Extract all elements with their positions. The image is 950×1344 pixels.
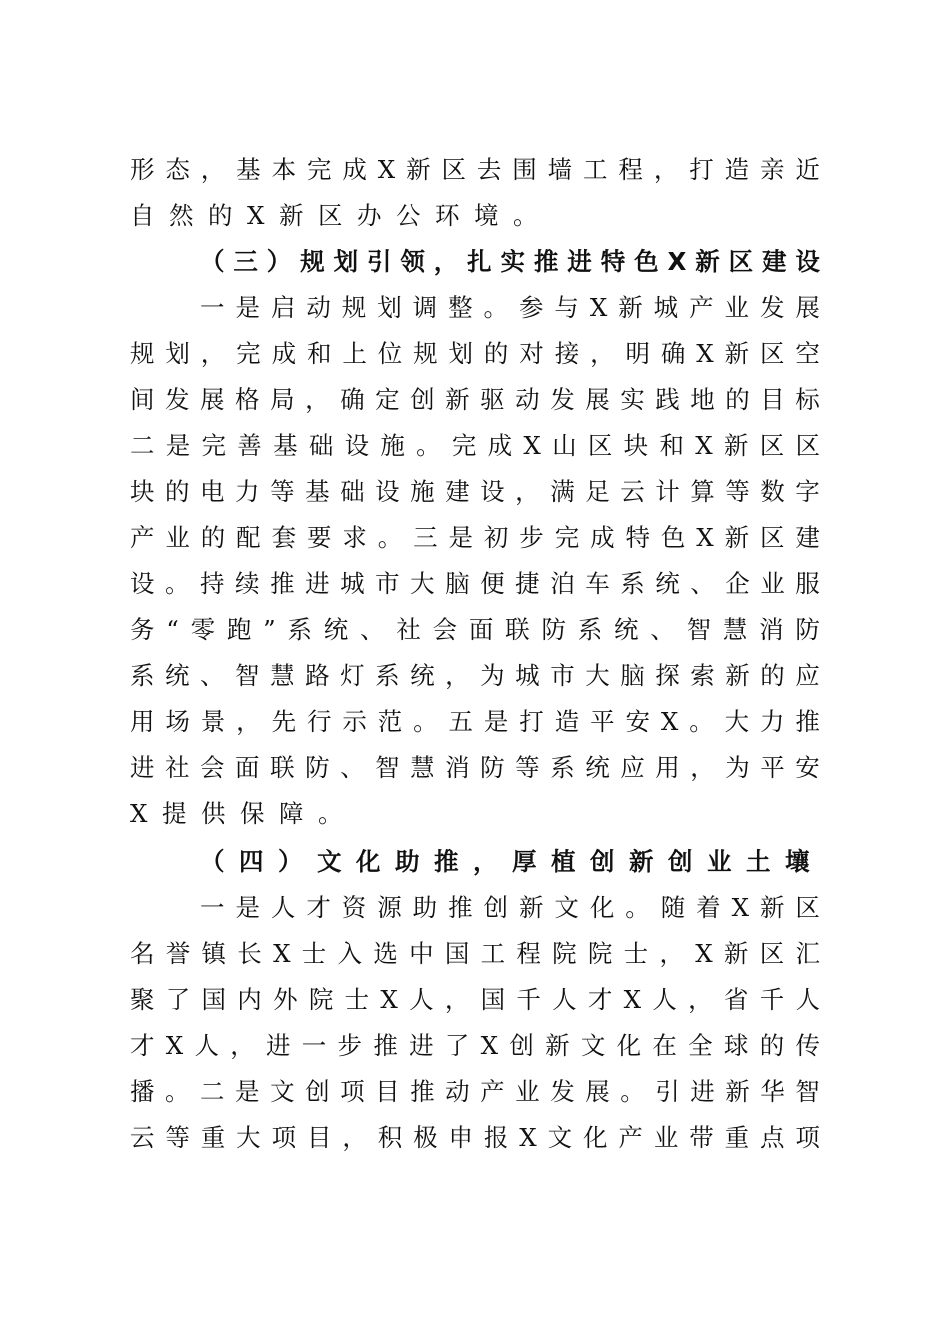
section-heading: （ 四 ） 文 化 助 推 ， 厚 植 创 新 创 业 土 壤 <box>200 847 810 876</box>
text-line: 务 “ 零 跑 ” 系 统 、 社 会 面 联 防 系 统 、 智 慧 消 防 <box>130 615 820 644</box>
text-line: 一 是 启 动 规 划 调 整 。 参 与 X 新 城 产 业 发 展 <box>200 293 820 322</box>
text-line: 系 统 、 智 慧 路 灯 系 统 ， 为 城 市 大 脑 探 索 新 的 应 <box>130 661 820 690</box>
text-line: 才 X 人 ， 进 一 步 推 进 了 X 创 新 文 化 在 全 球 的 传 <box>130 1031 820 1060</box>
text-line: 自 然 的 X 新 区 办 公 环 境 。 <box>130 201 538 230</box>
text-line: 名 誉 镇 长 X 士 入 选 中 国 工 程 院 院 士 ， X 新 区 汇 <box>130 939 820 968</box>
text-line: 产 业 的 配 套 要 求 。 三 是 初 步 完 成 特 色 X 新 区 建 <box>130 523 820 552</box>
text-line: 进 社 会 面 联 防 、 智 慧 消 防 等 系 统 应 用 ， 为 平 安 <box>130 753 820 782</box>
text-line: 块 的 电 力 等 基 础 设 施 建 设 ， 满 足 云 计 算 等 数 字 <box>130 477 820 506</box>
text-line: 用 场 景 ， 先 行 示 范 。 五 是 打 造 平 安 X 。 大 力 推 <box>130 707 820 736</box>
text-line: 播 。 二 是 文 创 项 目 推 动 产 业 发 展 。 引 进 新 华 智 <box>130 1077 820 1106</box>
text-line: 云 等 重 大 项 目 ， 积 极 申 报 X 文 化 产 业 带 重 点 项 <box>130 1123 820 1152</box>
text-line: 设 。 持 续 推 进 城 市 大 脑 便 捷 泊 车 系 统 、 企 业 服 <box>130 569 820 598</box>
text-line: 规 划 ， 完 成 和 上 位 规 划 的 对 接 ， 明 确 X 新 区 空 <box>130 339 820 368</box>
text-line: 一 是 人 才 资 源 助 推 创 新 文 化 。 随 着 X 新 区 <box>200 893 820 922</box>
text-line: 形 态 ， 基 本 完 成 X 新 区 去 围 墙 工 程 ， 打 造 亲 近 <box>130 155 820 184</box>
text-line: 间 发 展 格 局 ， 确 定 创 新 驱 动 发 展 实 践 地 的 目 标 <box>130 385 820 414</box>
text-line: 聚 了 国 内 外 院 士 X 人 ， 国 千 人 才 X 人 ， 省 千 人 <box>130 985 820 1014</box>
text-line: 二 是 完 善 基 础 设 施 。 完 成 X 山 区 块 和 X 新 区 区 <box>130 431 820 460</box>
section-heading: （ 三 ） 规 划 引 领 ， 扎 实 推 进 特 色 X 新 区 建 设 <box>200 247 820 276</box>
text-line: X 提 供 保 障 。 <box>130 799 343 828</box>
